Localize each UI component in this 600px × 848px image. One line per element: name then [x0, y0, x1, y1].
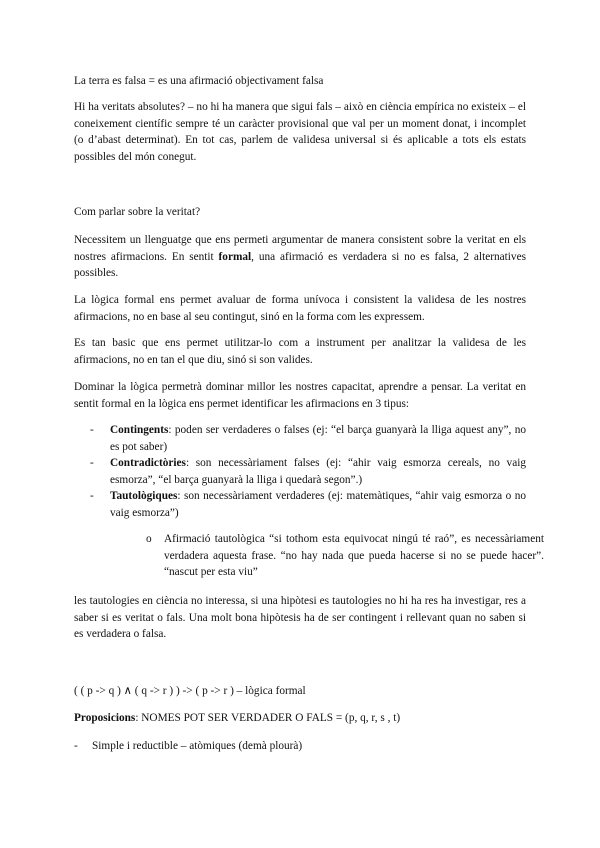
dash-marker: -: [90, 490, 94, 502]
paragraph-veritats-absolutes: Hi ha veritats absolutes? – no hi ha manera que sigui fals – això en ciència empírica no existeix – el coneixement científic sempre té un caràcter provisional que val per un moment donat, i incomplet (o d’abast determinat). En tot cas, parlem de validesa universal si és aplicable a tots els estats possibles del món conegut.: [74, 101, 526, 163]
formula-logica-formal: ( ( p -> q ) ∧ ( q -> r ) ) -> ( p -> r ) – lògica formal: [74, 685, 306, 697]
heading-parlar-veritat: Com parlar sobre la veritat?: [74, 206, 201, 218]
heading-terra-falsa: La terra es falsa = es una afirmació objectivament falsa: [74, 75, 324, 87]
para2-text-before: Necessitem un llenguatge que ens permeti argumentar de manera consistent sobre la veritat en els nostres afirmacions. En sentit: [74, 234, 526, 263]
list-item-contingents: [74, 422, 526, 455]
paragraph-logica-formal: La lògica formal ens permet avaluar de forma unívoca i consistent la validesa de les nostres afirmacions, no en base al seu contingut, sinó en la forma com les expressem.: [74, 294, 526, 323]
sub-item-text: Afirmació tautològica “si tothom esta equivocat ningú té raó”, es necessàriament verdadera aquesta frase. “no hay nada que pueda hacerse si no se puede hacer”. “nascut per esta viu”: [164, 533, 544, 578]
term-contingents: Contingents: [110, 424, 169, 436]
types-list: [74, 422, 526, 521]
circle-bullet-marker: o: [146, 533, 152, 545]
dash-marker: -: [90, 424, 94, 436]
term-formal: formal: [218, 250, 252, 263]
term-tautologiques: Tautològiques: [110, 490, 178, 502]
paragraph-proposicions: [74, 710, 526, 727]
dash-marker: -: [74, 740, 78, 752]
dash-marker: -: [90, 457, 94, 469]
paragraph-instrument: Es tan basic que ens permet utilitzar-lo com a instrument per analitzar la validesa de les afirmacions, no en tan el que diu, sinó si son valides.: [74, 337, 526, 366]
list-item-tautologiques: [74, 488, 526, 521]
contingents-text: : poden ser verdaderes o falses (ej: “el barça guanyarà la lliga aquest any”, no es pot saber): [110, 424, 526, 453]
list-item-contradictories: [74, 455, 526, 488]
contradictories-text: : son necessàriament falses (ej: “ahir vaig esmorza cereals, no vaig esmorza”, “el barça guanyarà la lliga i quedarà segon”.): [110, 457, 526, 486]
term-contradictories: Contradictòries: [110, 457, 186, 469]
paragraph-llenguatge: [74, 232, 526, 282]
simple-reductible-text: Simple i reductible – atòmiques (demà plourà): [92, 740, 303, 752]
paragraph-tautologies-ciencia: les tautologies en ciència no interessa, si una hipòtesi es tautologies no hi ha res ha investigar, res a saber si es veritat o fals. Una molt bona hipòtesis ha de ser contingent i rellevant quan no saben si es verdadera o falsa.: [74, 595, 526, 640]
term-proposicions: Proposicions: [74, 712, 136, 724]
sub-item-afirmacio-tautologica: [146, 531, 544, 581]
tautologiques-text: : son necessàriament verdaderes (ej: matemàtiques, “ahir vaig esmorza o no vaig esmorza”): [110, 490, 526, 519]
list-item-simple-reductible: [74, 738, 526, 755]
para2-text-after: , una afirmació es verdadera si no es falsa, 2 alternatives possibles.: [74, 250, 526, 279]
paragraph-dominar-logica: Dominar la lògica permetrà dominar millor les nostres capacitat, aprendre a pensar. La veritat en sentit formal en la lògica ens permet identificar les afirmacions en 3 tipus:: [74, 381, 526, 410]
proposicions-text: : NOMES POT SER VERDADER O FALS = (p, q, r, s , t): [135, 712, 401, 724]
